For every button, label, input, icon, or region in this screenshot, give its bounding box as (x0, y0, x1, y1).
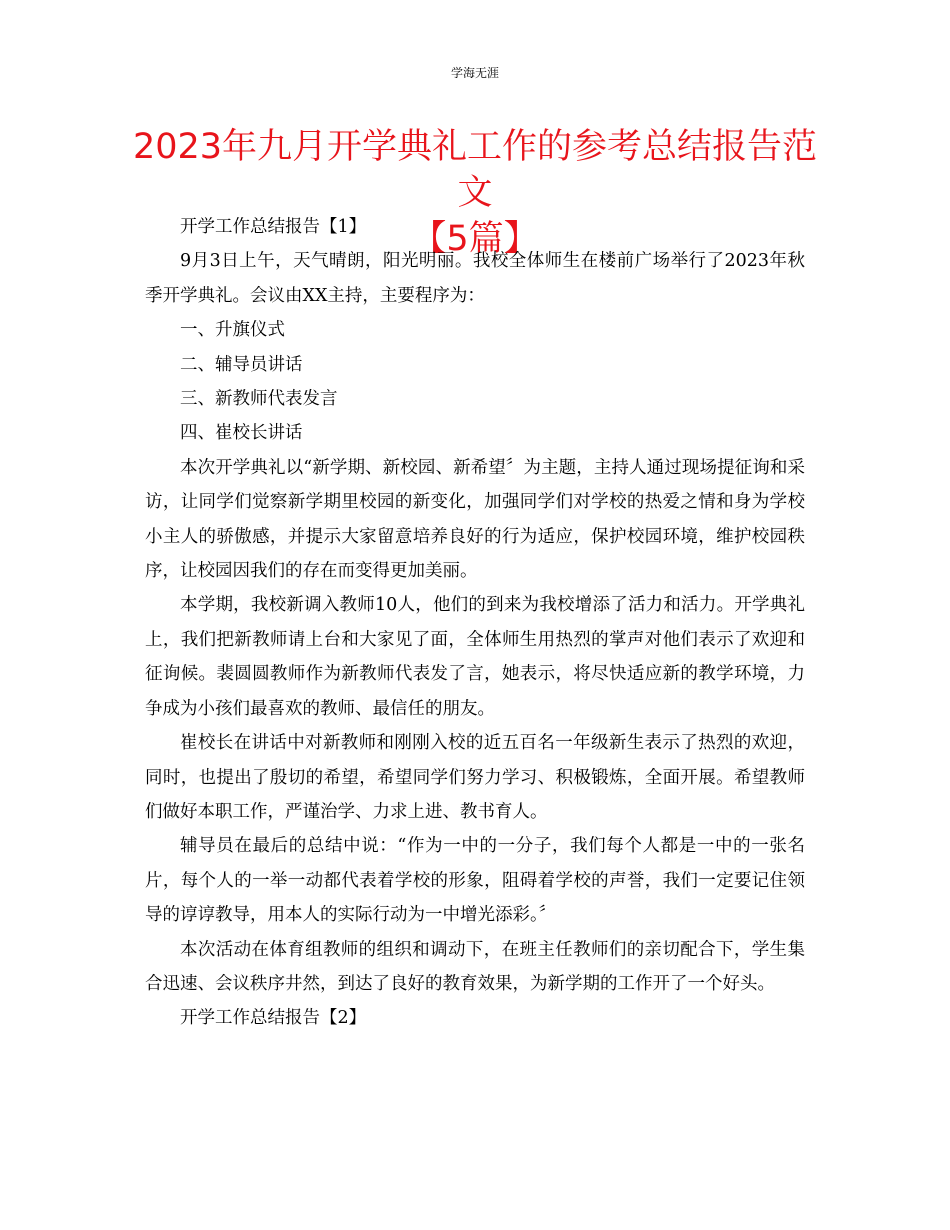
paragraph: 本次开学典礼以“新学期、新校园、新希望〞为主题，主持人通过现场提征询和采访，让同学们觉察新学期里校园的新变化，加强同学们对学校的热爱之情和身为学校小主人的骄傲感，并提示大家留意培养良好的行为适应，保护校园环境，维护校园秩序，让校园因我们的存在而变得更加美丽。 (145, 457, 805, 582)
paragraph: 崔校长在讲话中对新教师和刚刚入校的近五百名一年级新生表示了热烈的欢迎，同时，也提出了殷切的希望，希望同学们努力学习、积极锻炼，全面开展。希望教师们做好本职工作，严谨治学、力求上进、教书育人。 (145, 733, 805, 822)
header-watermark-text: 学海无涯 (450, 66, 499, 80)
program-item: 一、升旗仪式 (180, 320, 285, 341)
program-item: 三、新教师代表发言 (180, 389, 338, 410)
title-line-2: 【5篇】 (411, 219, 539, 259)
paragraph: 本学期，我校新调入教师10人，他们的到来为我校增添了活力和活力。开学典礼上，我们把新教师请上台和大家见了面，全体师生用热烈的掌声对他们表示了欢迎和征询候。裴圆圆教师作为新教师代表发了言，她表示，将尽快适应新的教学环境，力争成为小孩们最喜欢的教师、最信任的朋友。 (145, 595, 805, 719)
paragraph: 辅导员在最后的总结中说：“作为一中的一分子，我们每个人都是一中的一张名片，每个人的一举一动都代表着学校的形象，阻碍着学校的声誉，我们一定要记住领导的谆谆教导，用本人的实际行动为一中增光添彩。〞 (145, 836, 805, 926)
section-1-heading: 开学工作总结报告【1】 (180, 217, 367, 237)
title-line-1: 2023年九月开学典礼工作的参考总结报告范文 (132, 127, 818, 213)
document-body (145, 210, 805, 1036)
paragraph: 9月3日上午，天气晴朗，阳光明丽。我校全体师生在楼前广场举行了2023年秋季开学典礼。会议由XX主持，主要程序为： (145, 251, 805, 306)
section-2-heading: 开学工作总结报告【2】 (180, 1008, 367, 1029)
program-item: 四、崔校长讲话 (180, 423, 303, 444)
program-item: 二、辅导员讲话 (180, 354, 303, 375)
paragraph: 本次活动在体育组教师的组织和调动下，在班主任教师们的亲切配合下，学生集合迅速、会议秩序井然，到达了良好的教育效果，为新学期的工作开了一个好头。 (145, 939, 805, 994)
